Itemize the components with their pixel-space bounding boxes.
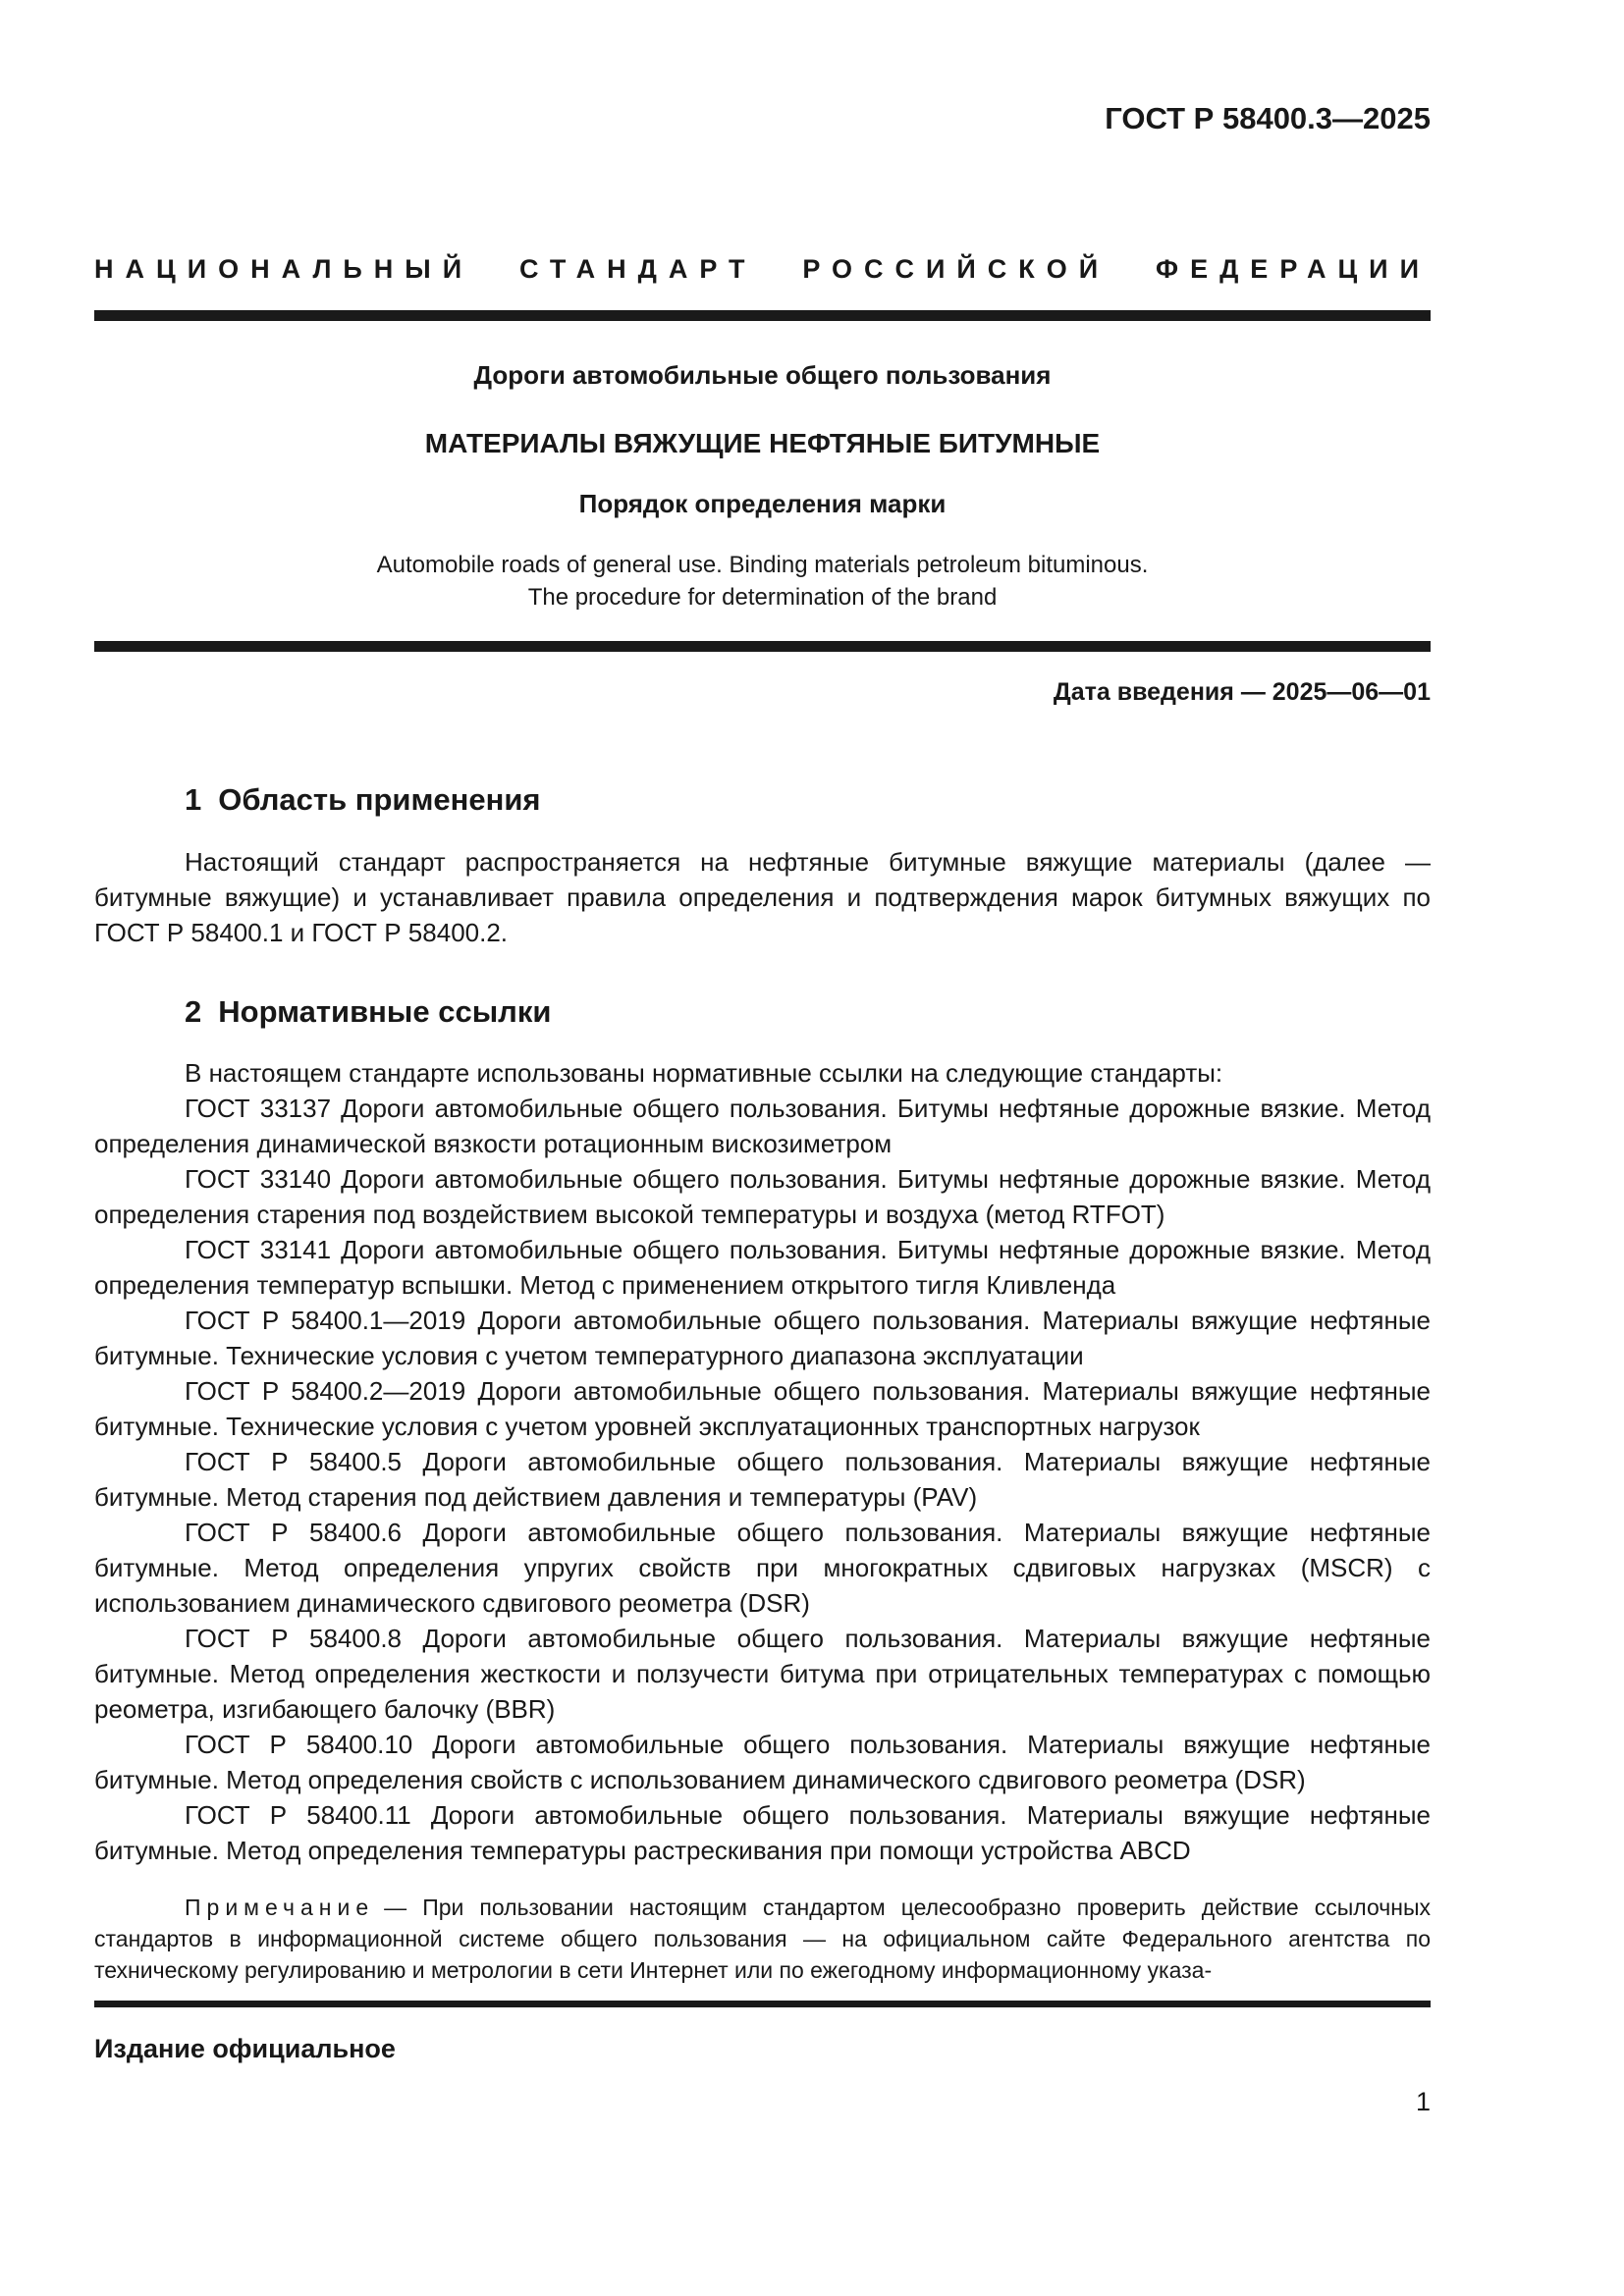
title-main: МАТЕРИАЛЫ ВЯЖУЩИЕ НЕФТЯНЫЕ БИТУМНЫЕ bbox=[424, 427, 1101, 458]
edition-label: Издание официальное bbox=[94, 2034, 396, 2063]
standard-type-banner: НАЦИОНАЛЬНЫЙ СТАНДАРТ РОССИЙСКОЙ ФЕДЕРАЦИИ bbox=[94, 254, 1431, 285]
section-2-heading bbox=[94, 993, 1431, 1030]
doc-number: ГОСТ Р 58400.3—2025 bbox=[1105, 101, 1431, 135]
title-subject: Дороги автомобильные общего пользования bbox=[473, 360, 1052, 391]
note-label: Примечание bbox=[185, 1894, 375, 1920]
page-footer bbox=[94, 2001, 1431, 2118]
title-english-line1: Automobile roads of general use. Binding materials petroleum bituminous. bbox=[376, 552, 1149, 579]
reference-item: ГОСТ Р 58400.10 Дороги автомобильные общего пользования. Материалы вяжущие нефтяные битумные. Метод определения свойств с использованием динамического сдвигового реометра (DSR) bbox=[94, 1729, 1431, 1794]
note-text: — При пользовании настоящим стандартом целесообразно проверить действие ссылочных стандартов в информационной системе общего пользования — на официальном сайте Федерального агентства по техническому регулированию и метрологии в сети Интернет или по ежегодному информационному указа- bbox=[94, 1894, 1431, 1983]
divider-footer bbox=[94, 2001, 1431, 2007]
page-number: 1 bbox=[1415, 2087, 1431, 2117]
divider-top bbox=[94, 310, 1431, 321]
section-1-title: Область применения bbox=[218, 782, 541, 818]
reference-item: ГОСТ Р 58400.8 Дороги автомобильные общего пользования. Материалы вяжущие нефтяные битумные. Метод определения жесткости и ползучести битума при отрицательных температурах с помощью реометра, изгибающего балочку (BBR) bbox=[94, 1623, 1431, 1724]
reference-item: ГОСТ Р 58400.11 Дороги автомобильные общего пользования. Материалы вяжущие нефтяные битумные. Метод определения температуры растрескивания при помощи устройства ABCD bbox=[94, 1799, 1431, 1865]
reference-item: ГОСТ Р 58400.2—2019 Дороги автомобильные общего пользования. Материалы вяжущие нефтяные битумные. Технические условия с учетом уровней эксплуатационных транспортных нагрузок bbox=[94, 1375, 1431, 1441]
title-english-line2: The procedure for determination of the brand bbox=[527, 584, 998, 612]
reference-item: ГОСТ 33140 Дороги автомобильные общего пользования. Битумы нефтяные дорожные вязкие. Метод определения старения под воздействием высокой температуры и воздуха (метод RTFOT) bbox=[94, 1163, 1431, 1229]
note bbox=[94, 1892, 1431, 1986]
section-1-heading bbox=[94, 781, 1431, 818]
title-block bbox=[94, 360, 1431, 614]
divider-title bbox=[94, 641, 1431, 652]
title-subtitle: Порядок определения марки bbox=[578, 489, 947, 519]
paragraph-references-intro: В настоящем стандарте использованы нормативные ссылки на следующие стандарты: bbox=[185, 1057, 1223, 1088]
effective-date: Дата введения — 2025—06—01 bbox=[1053, 678, 1431, 707]
title-english bbox=[94, 549, 1431, 614]
reference-item: ГОСТ Р 58400.5 Дороги автомобильные общего пользования. Материалы вяжущие нефтяные битумные. Метод старения под действием давления и температуры (PAV) bbox=[94, 1446, 1431, 1512]
reference-item: ГОСТ 33141 Дороги автомобильные общего пользования. Битумы нефтяные дорожные вязкие. Метод определения температур вспышки. Метод с применением открытого тигля Кливленда bbox=[94, 1234, 1431, 1300]
reference-item: ГОСТ Р 58400.6 Дороги автомобильные общего пользования. Материалы вяжущие нефтяные битумные. Метод определения упругих свойств при многократных сдвиговых нагрузках (MSCR) с использованием динамического сдвигового реометра (DSR) bbox=[94, 1517, 1431, 1618]
section-2-number: 2 bbox=[185, 993, 202, 1029]
section-2-title: Нормативные ссылки bbox=[218, 993, 552, 1029]
paragraph-scope: Настоящий стандарт распространяется на нефтяные битумные вяжущие материалы (далее — битумные вяжущие) и устанавливает правила определения и подтверждения марок битумных вяжущих по ГОСТ Р 58400.1 и ГОСТ Р 58400.2. bbox=[94, 846, 1431, 947]
page-content bbox=[94, 0, 1431, 1995]
reference-item: ГОСТ Р 58400.1—2019 Дороги автомобильные общего пользования. Материалы вяжущие нефтяные битумные. Технические условия с учетом температурного диапазона эксплуатации bbox=[94, 1305, 1431, 1370]
section-1-number: 1 bbox=[185, 782, 202, 818]
reference-item: ГОСТ 33137 Дороги автомобильные общего пользования. Битумы нефтяные дорожные вязкие. Метод определения динамической вязкости ротационным вискозиметром bbox=[94, 1093, 1431, 1158]
